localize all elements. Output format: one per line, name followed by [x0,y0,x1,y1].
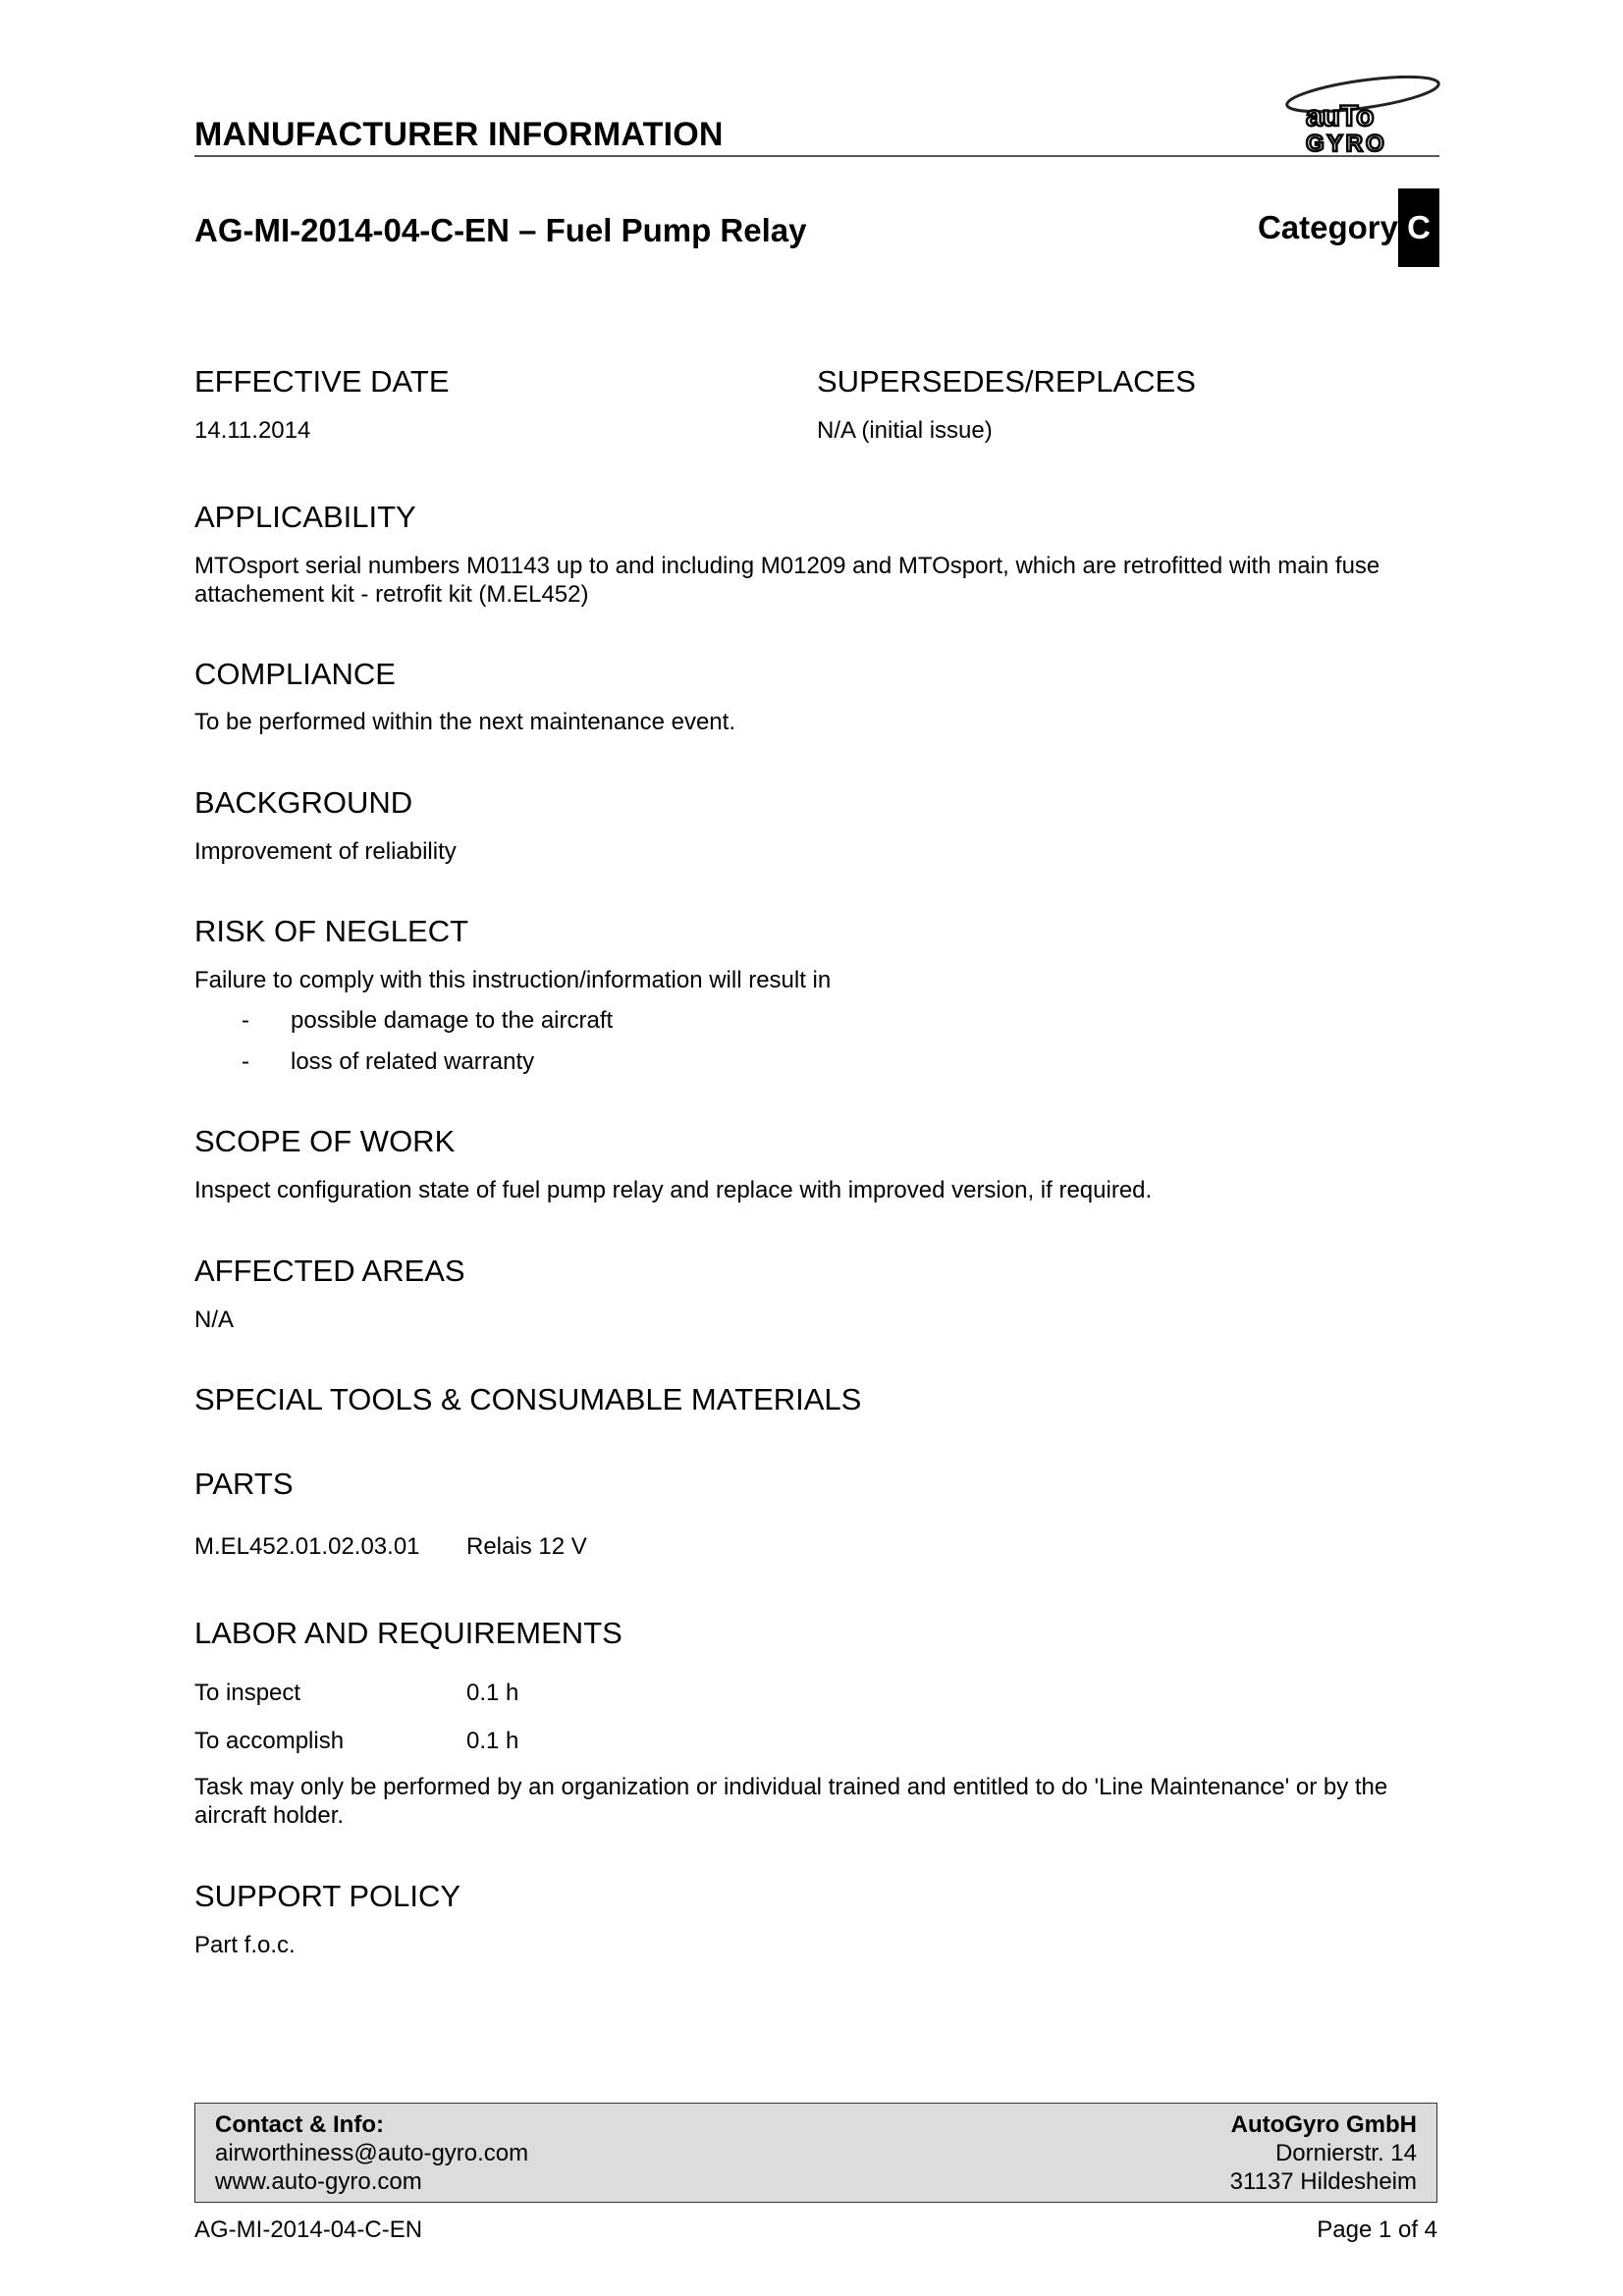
company-name: AutoGyro GmbH [1230,2111,1417,2138]
risk-heading: RISK OF NEGLECT [194,914,469,948]
scope-text: Inspect configuration state of fuel pump relay and replace with improved version, if required. [194,1177,1153,1203]
background-heading: BACKGROUND [194,785,413,820]
company-city: 31137 Hildesheim [1229,2168,1417,2195]
header-divider [194,155,1439,157]
part-number: M.EL452.01.02.03.01 [194,1533,420,1560]
support-policy-heading: SUPPORT POLICY [194,1879,461,1913]
contact-label: Contact & Info: [215,2111,384,2138]
applicability-text: MTOsport serial numbers M01143 up to and including M01209 and MTOsport, which are retrofitted with main fuse attachement kit - retrofit kit (M.EL452) [194,553,1380,608]
supersedes-value: N/A (initial issue) [817,417,993,444]
autogyro-logo [1276,73,1443,155]
labor-row-label: To inspect [194,1680,301,1706]
background-text: Improvement of reliability [194,838,457,865]
compliance-heading: COMPLIANCE [194,657,396,691]
contact-email[interactable]: airworthiness@auto-gyro.com [215,2140,529,2166]
bullet-marker: - [242,1007,249,1034]
part-description: Relais 12 V [466,1533,587,1560]
effective-date-heading: EFFECTIVE DATE [194,364,450,399]
contact-footer-box [194,2103,1437,2203]
parts-heading: PARTS [194,1467,294,1501]
labor-row-label: To accomplish [194,1728,345,1754]
category-badge: C [1398,188,1439,267]
special-tools-heading: SPECIAL TOOLS & CONSUMABLE MATERIALS [194,1382,862,1416]
affected-areas-text: N/A [194,1307,235,1333]
applicability-heading: APPLICABILITY [194,500,416,534]
header-title: MANUFACTURER INFORMATION [194,116,724,153]
logo-text-top: auTo [1306,100,1375,133]
footer-document-id: AG-MI-2014-04-C-EN [194,2216,423,2243]
labor-row-value: 0.1 h [466,1680,519,1706]
effective-date-value: 14.11.2014 [194,417,311,444]
labor-note: Task may only be performed by an organization or individual trained and entitled to do 'Line Maintenance' or by the aircraft holder. [194,1774,1388,1829]
category-label: Category [1257,209,1398,245]
document-title: AG-MI-2014-04-C-EN – Fuel Pump Relay [194,212,807,248]
contact-website[interactable]: www.auto-gyro.com [215,2168,422,2195]
compliance-text: To be performed within the next maintenance event. [194,709,735,735]
category-indicator [1258,188,1439,267]
labor-heading: LABOR AND REQUIREMENTS [194,1616,622,1650]
risk-bullet-item: possible damage to the aircraft [291,1007,614,1034]
risk-intro: Failure to comply with this instruction/information will result in [194,967,832,993]
bullet-marker: - [242,1048,249,1075]
page-number: Page 1 of 4 [1317,2216,1437,2243]
risk-bullet-item: loss of related warranty [291,1048,535,1075]
affected-areas-heading: AFFECTED AREAS [194,1254,465,1288]
scope-heading: SCOPE OF WORK [194,1124,456,1158]
support-policy-text: Part f.o.c. [194,1932,296,1958]
company-street: Dornierstr. 14 [1274,2140,1417,2166]
logo-text-bottom: GYRO [1306,131,1387,155]
labor-row-value: 0.1 h [466,1728,519,1754]
supersedes-heading: SUPERSEDES/REPLACES [817,364,1196,399]
